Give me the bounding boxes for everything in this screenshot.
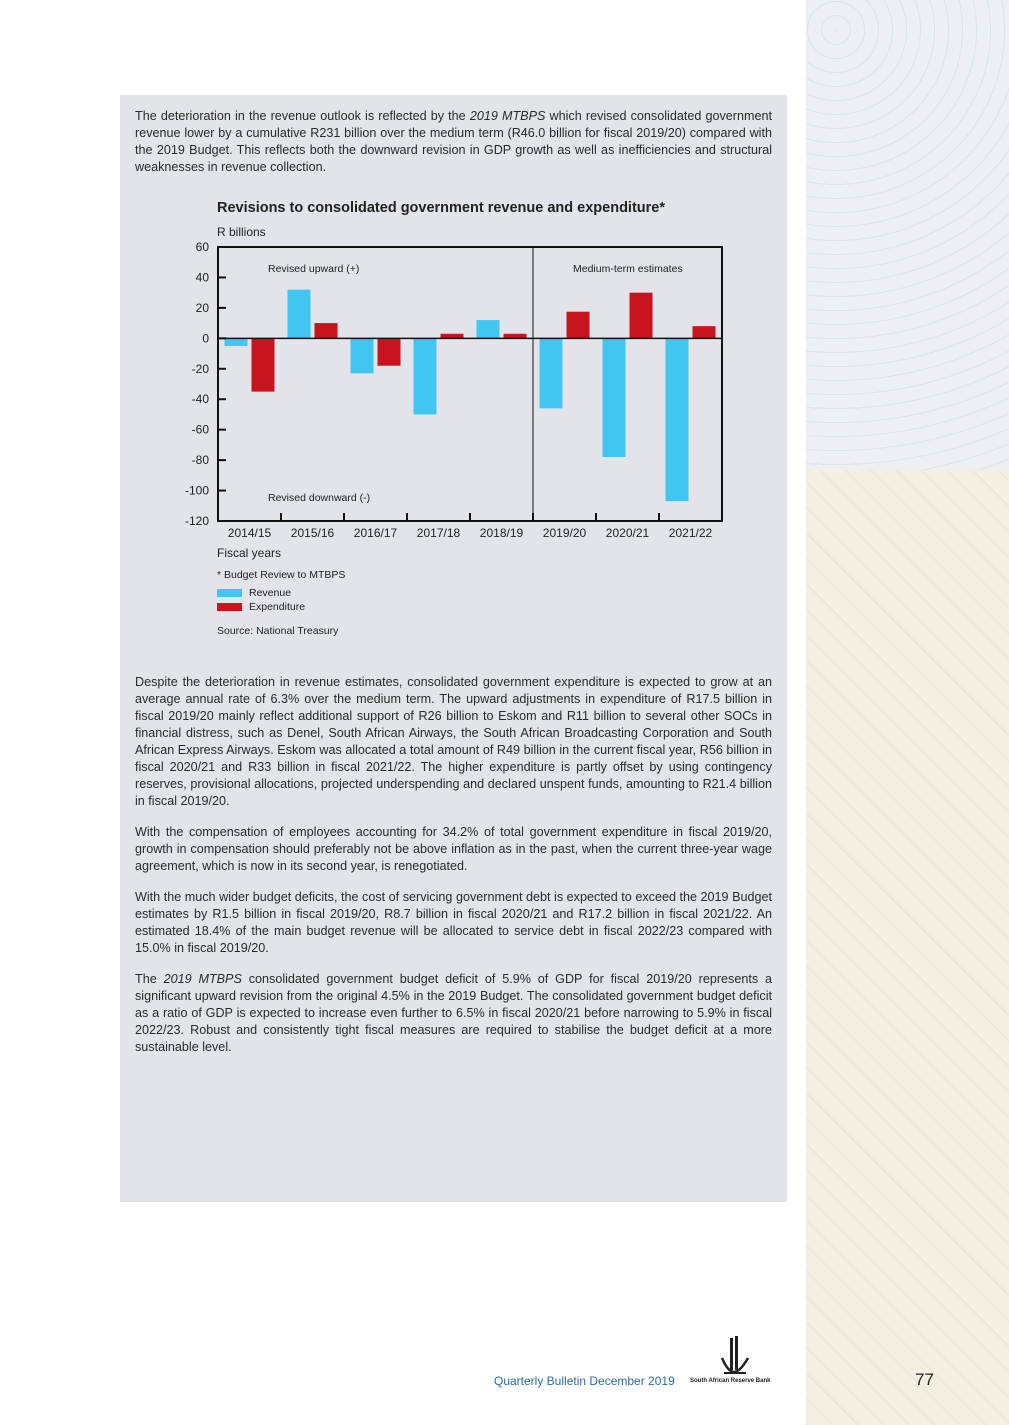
chart-title: Revisions to consolidated government revenue and expenditure* — [217, 200, 665, 216]
y-tick-label: 0 — [202, 331, 209, 346]
legend-label-revenue: Revenue — [249, 587, 292, 599]
bar-revenue-2020-21 — [603, 338, 626, 457]
bar-revenue-2021-22 — [666, 338, 689, 501]
bar-revenue-2017-18 — [414, 338, 437, 414]
y-tick-label: -20 — [191, 361, 209, 376]
chart-x-axis-title: Fiscal years — [217, 546, 282, 560]
bar-revenue-2018-19 — [477, 320, 500, 338]
legend-swatch-expenditure — [217, 603, 242, 611]
revisions-bar-chart — [170, 238, 740, 538]
bar-expenditure-2014-15 — [252, 338, 275, 391]
x-tick-label: 2014/15 — [227, 526, 272, 538]
y-tick-label: -100 — [184, 483, 209, 498]
chart-source: Source: National Treasury — [217, 625, 339, 637]
chart-legend — [217, 586, 305, 614]
x-tick-label: 2017/18 — [416, 526, 461, 538]
bar-revenue-2015-16 — [288, 290, 311, 339]
plot-frame — [218, 247, 722, 521]
bar-revenue-2019-20 — [540, 338, 563, 408]
bar-expenditure-2021-22 — [693, 326, 716, 338]
y-tick-label: -80 — [191, 453, 209, 468]
legend-item-revenue — [217, 586, 305, 600]
decorative-side-strip — [806, 0, 1009, 1425]
sarb-logo-icon — [718, 1336, 752, 1376]
y-tick-label: 40 — [195, 270, 209, 285]
annotation-revised-downward: Revised downward (-) — [268, 492, 371, 504]
sarb-logo-text: South African Reserve Bank — [690, 1378, 771, 1384]
y-tick-label: 20 — [195, 300, 209, 315]
legend-label-expenditure: Expenditure — [249, 601, 306, 613]
bar-expenditure-2015-16 — [315, 323, 338, 338]
chart-footnote: * Budget Review to MTBPS — [217, 569, 346, 581]
paragraph-budget-deficit: The 2019 MTBPS consolidated government budget deficit of 5.9% of GDP for fiscal 2019/20 represents a significant upward revision from the original 4.5% in the 2019 Budget. The consolidated government budget deficit as a ratio of GDP is expected to increase even further to 6.5% in fiscal 2020/21 before narrowing to 5.9% in fiscal 2022/23. Robust and consistently tight fiscal measures are required to stabilise the budget deficit at a more sustainable level. — [135, 972, 772, 1054]
footer-publication-title: Quarterly Bulletin December 2019 — [494, 1374, 675, 1388]
bar-expenditure-2016-17 — [378, 338, 401, 365]
x-tick-label: 2019/20 — [542, 526, 587, 538]
side-pattern-top — [806, 0, 1009, 470]
y-tick-label: -40 — [191, 392, 209, 407]
x-tick-label: 2016/17 — [353, 526, 398, 538]
bar-revenue-2016-17 — [351, 338, 374, 373]
side-pattern-bottom — [806, 470, 1009, 1425]
x-tick-label: 2018/19 — [479, 526, 524, 538]
bar-revenue-2014-15 — [225, 338, 248, 346]
x-tick-label: 2015/16 — [290, 526, 335, 538]
paragraph-revenue-outlook: The deterioration in the revenue outlook is reflected by the 2019 MTBPS which revised consolidated government revenue lower by a cumulative R231 billion over the medium term (R46.0 billion for fiscal 2019/20) compared with the 2019 Budget. This reflects both the downward revision in GDP growth as well as inefficiencies and structural weaknesses in revenue collection. — [135, 109, 772, 174]
paragraph-expenditure-growth: Despite the deterioration in revenue estimates, consolidated government expenditure is expected to grow at an average annual rate of 6.3% over the medium term. The upward adjustments in expenditure of R17.5 billion in fiscal 2019/20 mainly reflect additional support of R26 billion to Eskom and R11 billion to several other SOCs in financial distress, such as Denel, South African Airways, the South African Broadcasting Corporation and South African Express Airways. Eskom was allocated a total amount of R49 billion in the current fiscal year, R56 billion in fiscal 2020/21 and R33 billion in fiscal 2021/22. The higher expenditure is partly offset by using contingency reserves, provisional allocations, projected underspending and declared unspent funds, amounting to R21.4 billion in fiscal 2019/20. — [135, 675, 772, 808]
legend-item-expenditure — [217, 600, 305, 614]
paragraph-compensation: With the compensation of employees accounting for 34.2% of total government expenditure in fiscal 2019/20, growth in compensation should preferably not be above inflation as in the past, when the current three-year wage agreement, which is now in its second year, is renegotiated. — [135, 825, 772, 873]
bar-expenditure-2020-21 — [630, 293, 653, 339]
paragraph-debt-service: With the much wider budget deficits, the cost of servicing government debt is expected to exceed the 2019 Budget estimates by R1.5 billion in fiscal 2019/20, R8.7 billion in fiscal 2020/21 and R17.2 billion in fiscal 2021/22. An estimated 18.4% of the main budget revenue will be allocated to service debt in fiscal 2022/23 compared with 15.0% in fiscal 2019/20. — [135, 890, 772, 955]
chart-y-unit: R billions — [217, 225, 266, 239]
annotation-revised-upward: Revised upward (+) — [268, 263, 360, 275]
sarb-logo — [690, 1336, 782, 1388]
x-tick-label: 2020/21 — [605, 526, 650, 538]
legend-swatch-revenue — [217, 589, 242, 597]
x-tick-label: 2021/22 — [668, 526, 713, 538]
annotation-medium-term: Medium-term estimates — [573, 263, 683, 275]
y-tick-label: 60 — [195, 240, 209, 254]
y-tick-label: -120 — [184, 514, 209, 528]
page-number: 77 — [915, 1370, 934, 1389]
bar-expenditure-2019-20 — [567, 312, 590, 339]
y-tick-label: -60 — [191, 422, 209, 437]
